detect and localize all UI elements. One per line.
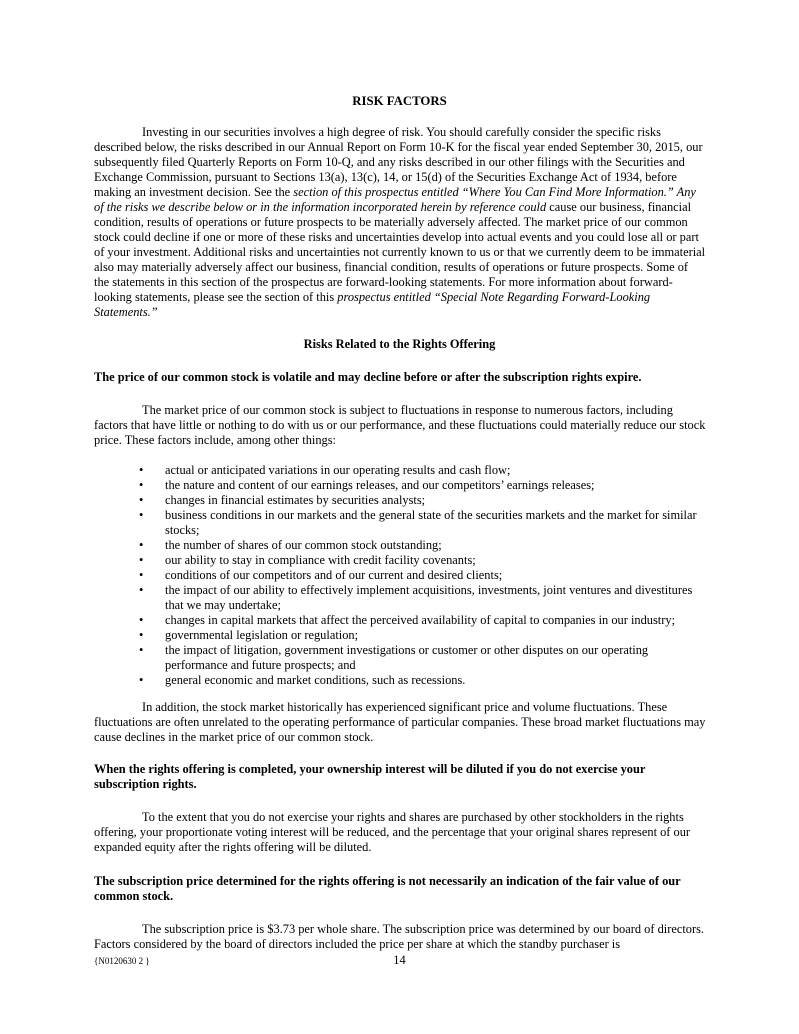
bullet-icon: • xyxy=(139,643,144,657)
bullet-icon: • xyxy=(139,478,144,492)
list-item: • the nature and content of our earnings releases, and our competitors’ earnings releases; xyxy=(139,478,595,492)
list-item: • the number of shares of our common stock outstanding; xyxy=(139,538,442,552)
risk-paragraph-4 xyxy=(94,922,706,952)
bullet-icon: • xyxy=(139,628,144,642)
risk-paragraph-2 xyxy=(94,700,706,745)
risk-paragraph-1 xyxy=(94,403,706,448)
risk-paragraph-3 xyxy=(94,810,706,855)
risk-heading-1: The price of our common stock is volatile and may decline before or after the subscription rights expire. xyxy=(94,370,642,384)
bullet-icon: • xyxy=(139,568,144,582)
risk-paragraph-4-text: The subscription price is $3.73 per whole share. The subscription price was determined by our board of directors. Factors considered by the board of directors included the price per share at which the standby purchaser is xyxy=(94,922,705,951)
factor-list xyxy=(94,463,706,688)
bullet-icon: • xyxy=(139,673,144,687)
list-item: • changes in capital markets that affect the perceived availability of capital to companies in our industry; xyxy=(139,613,676,627)
intro-text-1: Investing in our securities involves a high degree of risk. You should carefully consider the specific risks described below, the risks described in our Annual Report on Form 10-K for the fiscal year ended September 30, 2015, our subsequently filed Quarterly Reports on Form 10-Q, and any risks described in our other filings with the Securities and Exchange Commission, pursuant to Sections 13(a), 13(c), 14, or 15(d) of the Securities Exchange Act of 1934, before making an investment decision. See the xyxy=(94,125,703,199)
bullet-icon: • xyxy=(139,613,144,627)
list-item: • changes in financial estimates by securities analysts; xyxy=(139,493,426,507)
list-item: • conditions of our competitors and of our current and desired clients; xyxy=(139,568,503,582)
bullet-icon: • xyxy=(139,463,144,477)
bullet-icon: • xyxy=(139,583,144,597)
list-item: • general economic and market conditions, such as recessions. xyxy=(139,673,466,687)
footer-document-id: {N0120630 2 } xyxy=(94,956,150,966)
risk-paragraph-1-text: The market price of our common stock is subject to fluctuations in response to numerous factors, including factors that have little or nothing to do with us or our performance, and these fluctuations could materially reduce our stock price. These factors include, among other things: xyxy=(94,403,706,447)
bullet-icon: • xyxy=(139,553,144,567)
bullet-icon: • xyxy=(139,508,144,522)
section-title: Risks Related to the Rights Offering xyxy=(303,337,496,351)
list-item: • governmental legislation or regulation; xyxy=(139,628,359,642)
risk-heading-2: When the rights offering is completed, your ownership interest will be diluted if you do not exercise your subscription rights. xyxy=(94,762,646,791)
list-item: • the impact of our ability to effectively implement acquisitions, investments, joint ventures and divestitures that we may undertake; xyxy=(139,583,693,612)
intro-text-2: cause our business, financial condition, results of operations or future prospects to be materially adversely affected. The market price of our common stock could decline if one or more of these risks and uncertainties develop into actual events and you could lose all or part of your investment. Additional risks and uncertainties not currently known to us or that we currently deem to be immaterial also may materially adversely affect our business, financial condition, results of operations or future prospects. Some of the statements in this section of the prospectus are forward-looking statements. For more information about forward-looking statements, please see the section of this xyxy=(94,200,706,304)
bullet-icon: • xyxy=(139,493,144,507)
intro-italic-1: section of this prospectus entitled “Where You Can Find More Information.” Any of the risks we describe below or in the information incorporated herein by reference could xyxy=(94,185,696,214)
list-item: • actual or anticipated variations in our operating results and cash flow; xyxy=(139,463,511,477)
page-title: RISK FACTORS xyxy=(352,94,447,108)
risk-paragraph-2-text: In addition, the stock market historically has experienced significant price and volume fluctuations. These fluctuations are often unrelated to the operating performance of particular companies. These broad market fluctuations may cause declines in the market price of our common stock. xyxy=(94,700,706,744)
list-item: • our ability to stay in compliance with credit facility covenants; xyxy=(139,553,476,567)
intro-paragraph xyxy=(94,125,706,320)
intro-italic-2: prospectus entitled “Special Note Regarding Forward-Looking Statements.” xyxy=(94,290,651,319)
list-item: • business conditions in our markets and the general state of the securities markets and the market for similar stocks; xyxy=(139,508,697,537)
bullet-icon: • xyxy=(139,538,144,552)
page-number: 14 xyxy=(393,953,406,967)
risk-heading-3: The subscription price determined for the rights offering is not necessarily an indication of the fair value of our common stock. xyxy=(94,874,681,903)
list-item: • the impact of litigation, government investigations or customer or other disputes on our operating performance and future prospects; and xyxy=(139,643,649,672)
risk-paragraph-3-text: To the extent that you do not exercise your rights and shares are purchased by other stockholders in the rights offering, your proportionate voting interest will be reduced, and the percentage that your original shares represent of our expanded equity after the rights offering will be diluted. xyxy=(94,810,691,854)
